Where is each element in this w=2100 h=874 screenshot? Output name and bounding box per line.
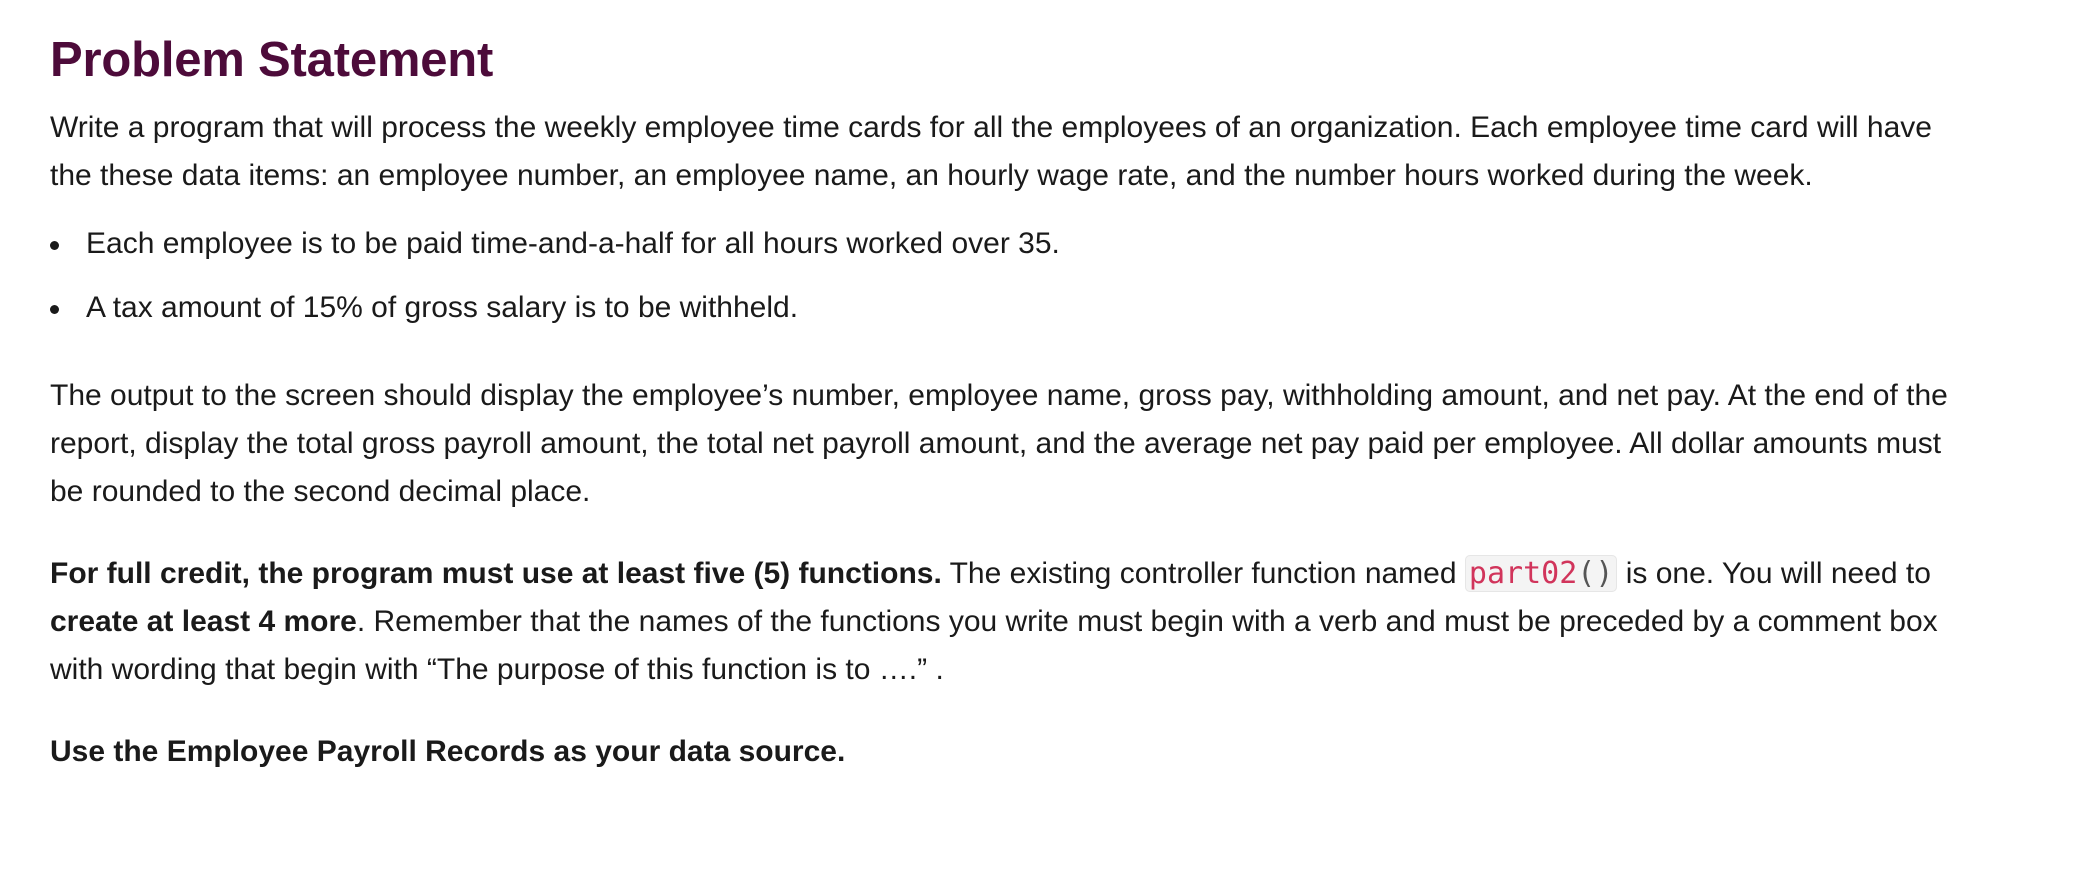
output-requirements-paragraph: The output to the screen should display the employee’s number, employee name, gross pay, withholding amount, and net pay. At the end of the report, display the total gross payroll amount, the total net payroll amount, and the average net pay paid per employee. All dollar amounts must be rounded to the second decimal place.	[50, 379, 1948, 508]
list-item-tax-rule: A tax amount of 15% of gross salary is to be withheld.	[86, 284, 1970, 332]
list-item-overtime-rule: Each employee is to be paid time-and-a-half for all hours worked over 35.	[86, 220, 1970, 268]
function-name-code	[1465, 555, 1618, 592]
data-source-paragraph	[50, 728, 1970, 776]
function-name: part02	[1468, 556, 1578, 591]
credit-bold-lead: For full credit, the program must use at least five (5) functions.	[50, 557, 942, 590]
page-title: Problem Statement	[50, 33, 494, 87]
credit-text-end: . Remember that the names of the functions you write must begin with a verb and must be preceded by a comment box with wording that begin with “The purpose of this function is to ….” .	[50, 605, 1938, 686]
credit-text-before-code: The existing controller function named	[941, 557, 1465, 590]
credit-bold-mid: create at least 4 more	[50, 605, 357, 638]
intro-paragraph: Write a program that will process the weekly employee time cards for all the employees of an organization. Each employee time card will have the these data items: an employee number, an employee name, an hourly wage rate, and the number hours worked during the week.	[50, 111, 1932, 192]
data-source-text: Use the Employee Payroll Records as your data source.	[50, 735, 846, 768]
pay-rules-list	[50, 220, 1970, 332]
function-parens: ()	[1577, 556, 1614, 591]
credit-text-after-code: is one. You will need to	[1617, 557, 1931, 590]
full-credit-paragraph	[50, 550, 1970, 694]
